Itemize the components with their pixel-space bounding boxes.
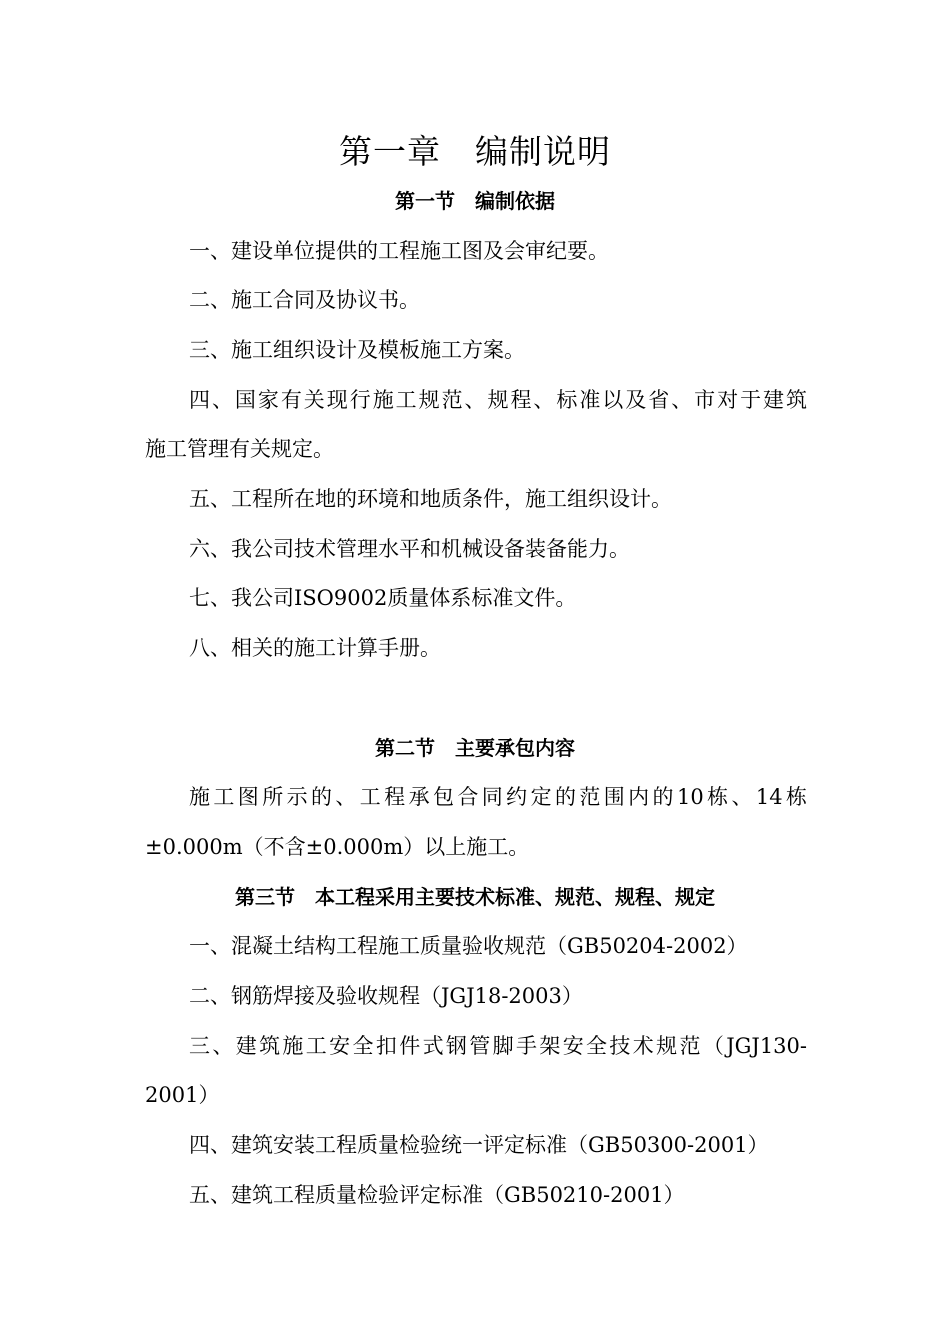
basis-item-3: 三、施工组织设计及模板施工方案。 <box>189 338 525 362</box>
basis-item-1: 一、建设单位提供的工程施工图及会审纪要。 <box>189 239 609 263</box>
standard-item-1: 一、混凝土结构工程施工质量验收规范（GB50204-2002） <box>189 934 748 958</box>
basis-item-4-line-1: 四、国家有关现行施工规范、规程、标准以及省、市对于建筑 <box>189 388 807 412</box>
basis-item-6: 六、我公司技术管理水平和机械设备装备能力。 <box>189 537 630 561</box>
standard-item-4: 四、建筑安装工程质量检验统一评定标准（GB50300-2001） <box>189 1133 769 1157</box>
basis-item-2: 二、施工合同及协议书。 <box>189 288 420 312</box>
basis-item-5: 五、工程所在地的环境和地质条件，施工组织设计。 <box>189 487 672 511</box>
chapter-title: 第一章 编制说明 <box>339 132 611 171</box>
standard-item-3-line-2: 2001） <box>145 1083 220 1107</box>
standard-item-5: 五、建筑工程质量检验评定标准（GB50210-2001） <box>189 1183 685 1207</box>
standard-item-2: 二、钢筋焊接及验收规程（JGJ18-2003） <box>189 984 583 1008</box>
section-title-standards: 第三节 本工程采用主要技术标准、规范、规程、规定 <box>235 885 715 909</box>
scope-line-1: 施工图所示的、工程承包合同约定的范围内的10栋、14栋 <box>189 785 807 809</box>
basis-item-4-line-2: 施工管理有关规定。 <box>145 437 334 461</box>
standard-item-3-line-1: 三、建筑施工安全扣件式钢管脚手架安全技术规范（JGJ130- <box>189 1034 807 1058</box>
section-title-basis: 第一节 编制依据 <box>395 189 555 213</box>
basis-item-7: 七、我公司ISO9002质量体系标准文件。 <box>189 586 577 610</box>
basis-item-8: 八、相关的施工计算手册。 <box>189 636 441 660</box>
section-title-scope: 第二节 主要承包内容 <box>375 736 575 760</box>
scope-line-2: ±0.000m（不含±0.000m）以上施工。 <box>145 835 530 859</box>
